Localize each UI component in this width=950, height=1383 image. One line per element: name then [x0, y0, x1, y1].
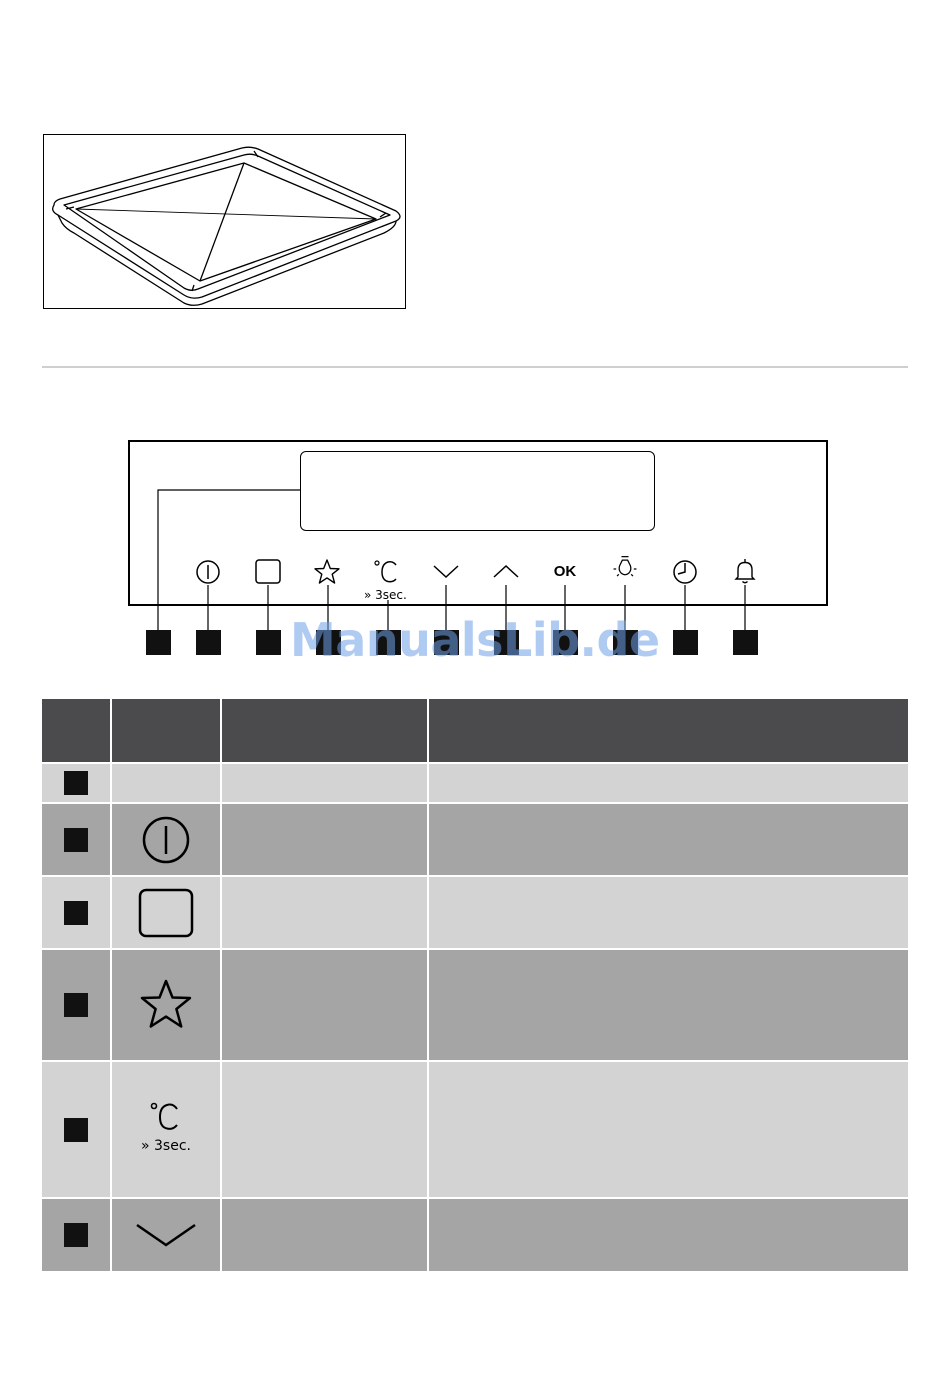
header-cell: [429, 699, 908, 762]
row-icon-cell: [112, 764, 220, 802]
bell-icon: [730, 557, 760, 587]
row-function-cell: [222, 764, 427, 802]
table-row: [42, 1062, 908, 1197]
watermark-text: ManualsLib.de: [290, 613, 660, 667]
row-function-cell: [222, 950, 427, 1060]
row-icon-cell: [112, 950, 220, 1060]
row-number-cell: [42, 877, 110, 948]
row-number-square: [64, 1223, 88, 1247]
row-description-cell: [429, 1062, 908, 1197]
panel-number-1: [146, 630, 171, 655]
controls-table: [42, 699, 908, 1271]
row-icon-cell: [112, 877, 220, 948]
row-function-cell: [222, 1199, 427, 1271]
row-number-cell: [42, 764, 110, 802]
row-description-cell: [429, 877, 908, 948]
temp-hold-label: » 3sec.: [141, 1138, 191, 1154]
row-description-cell: [429, 950, 908, 1060]
on-off-icon: [193, 557, 223, 587]
row-icon-cell: [112, 1062, 220, 1197]
up-chevron-icon: [491, 557, 521, 587]
row-number-square: [64, 993, 88, 1017]
row-function-cell: [222, 804, 427, 875]
row-function-cell: [222, 877, 427, 948]
celsius-icon: [372, 557, 402, 587]
ok-label: OK: [553, 563, 577, 580]
down-chevron-icon: [134, 1220, 198, 1250]
row-number-square: [64, 901, 88, 925]
star-icon: [312, 557, 342, 587]
header-cell: [222, 699, 427, 762]
table-row: [42, 1199, 908, 1271]
table-row: [42, 764, 908, 802]
row-description-cell: [429, 764, 908, 802]
row-icon-cell: [112, 1199, 220, 1271]
header-cell: [112, 699, 220, 762]
table-row: [42, 950, 908, 1060]
star-icon: [138, 978, 194, 1032]
panel-number-10: [673, 630, 698, 655]
square-icon: [137, 887, 195, 939]
panel-number-3: [256, 630, 281, 655]
table-header-row: [42, 699, 908, 762]
row-number-square: [64, 828, 88, 852]
panel-number-11: [733, 630, 758, 655]
row-number-square: [64, 771, 88, 795]
table-row: [42, 804, 908, 875]
on-off-icon: [140, 814, 192, 866]
row-number-square: [64, 1118, 88, 1142]
row-icon-cell: [112, 804, 220, 875]
temp-hold-label: » 3sec.: [364, 588, 407, 602]
celsius-icon: [149, 1100, 183, 1134]
lamp-icon: [610, 554, 640, 584]
square-icon: [253, 557, 283, 587]
row-description-cell: [429, 1199, 908, 1271]
row-number-cell: [42, 950, 110, 1060]
table-row: [42, 877, 908, 948]
row-number-cell: [42, 804, 110, 875]
row-description-cell: [429, 804, 908, 875]
clock-icon: [670, 557, 700, 587]
header-cell: [42, 699, 110, 762]
row-number-cell: [42, 1199, 110, 1271]
row-function-cell: [222, 1062, 427, 1197]
panel-number-2: [196, 630, 221, 655]
down-chevron-icon: [431, 557, 461, 587]
row-number-cell: [42, 1062, 110, 1197]
